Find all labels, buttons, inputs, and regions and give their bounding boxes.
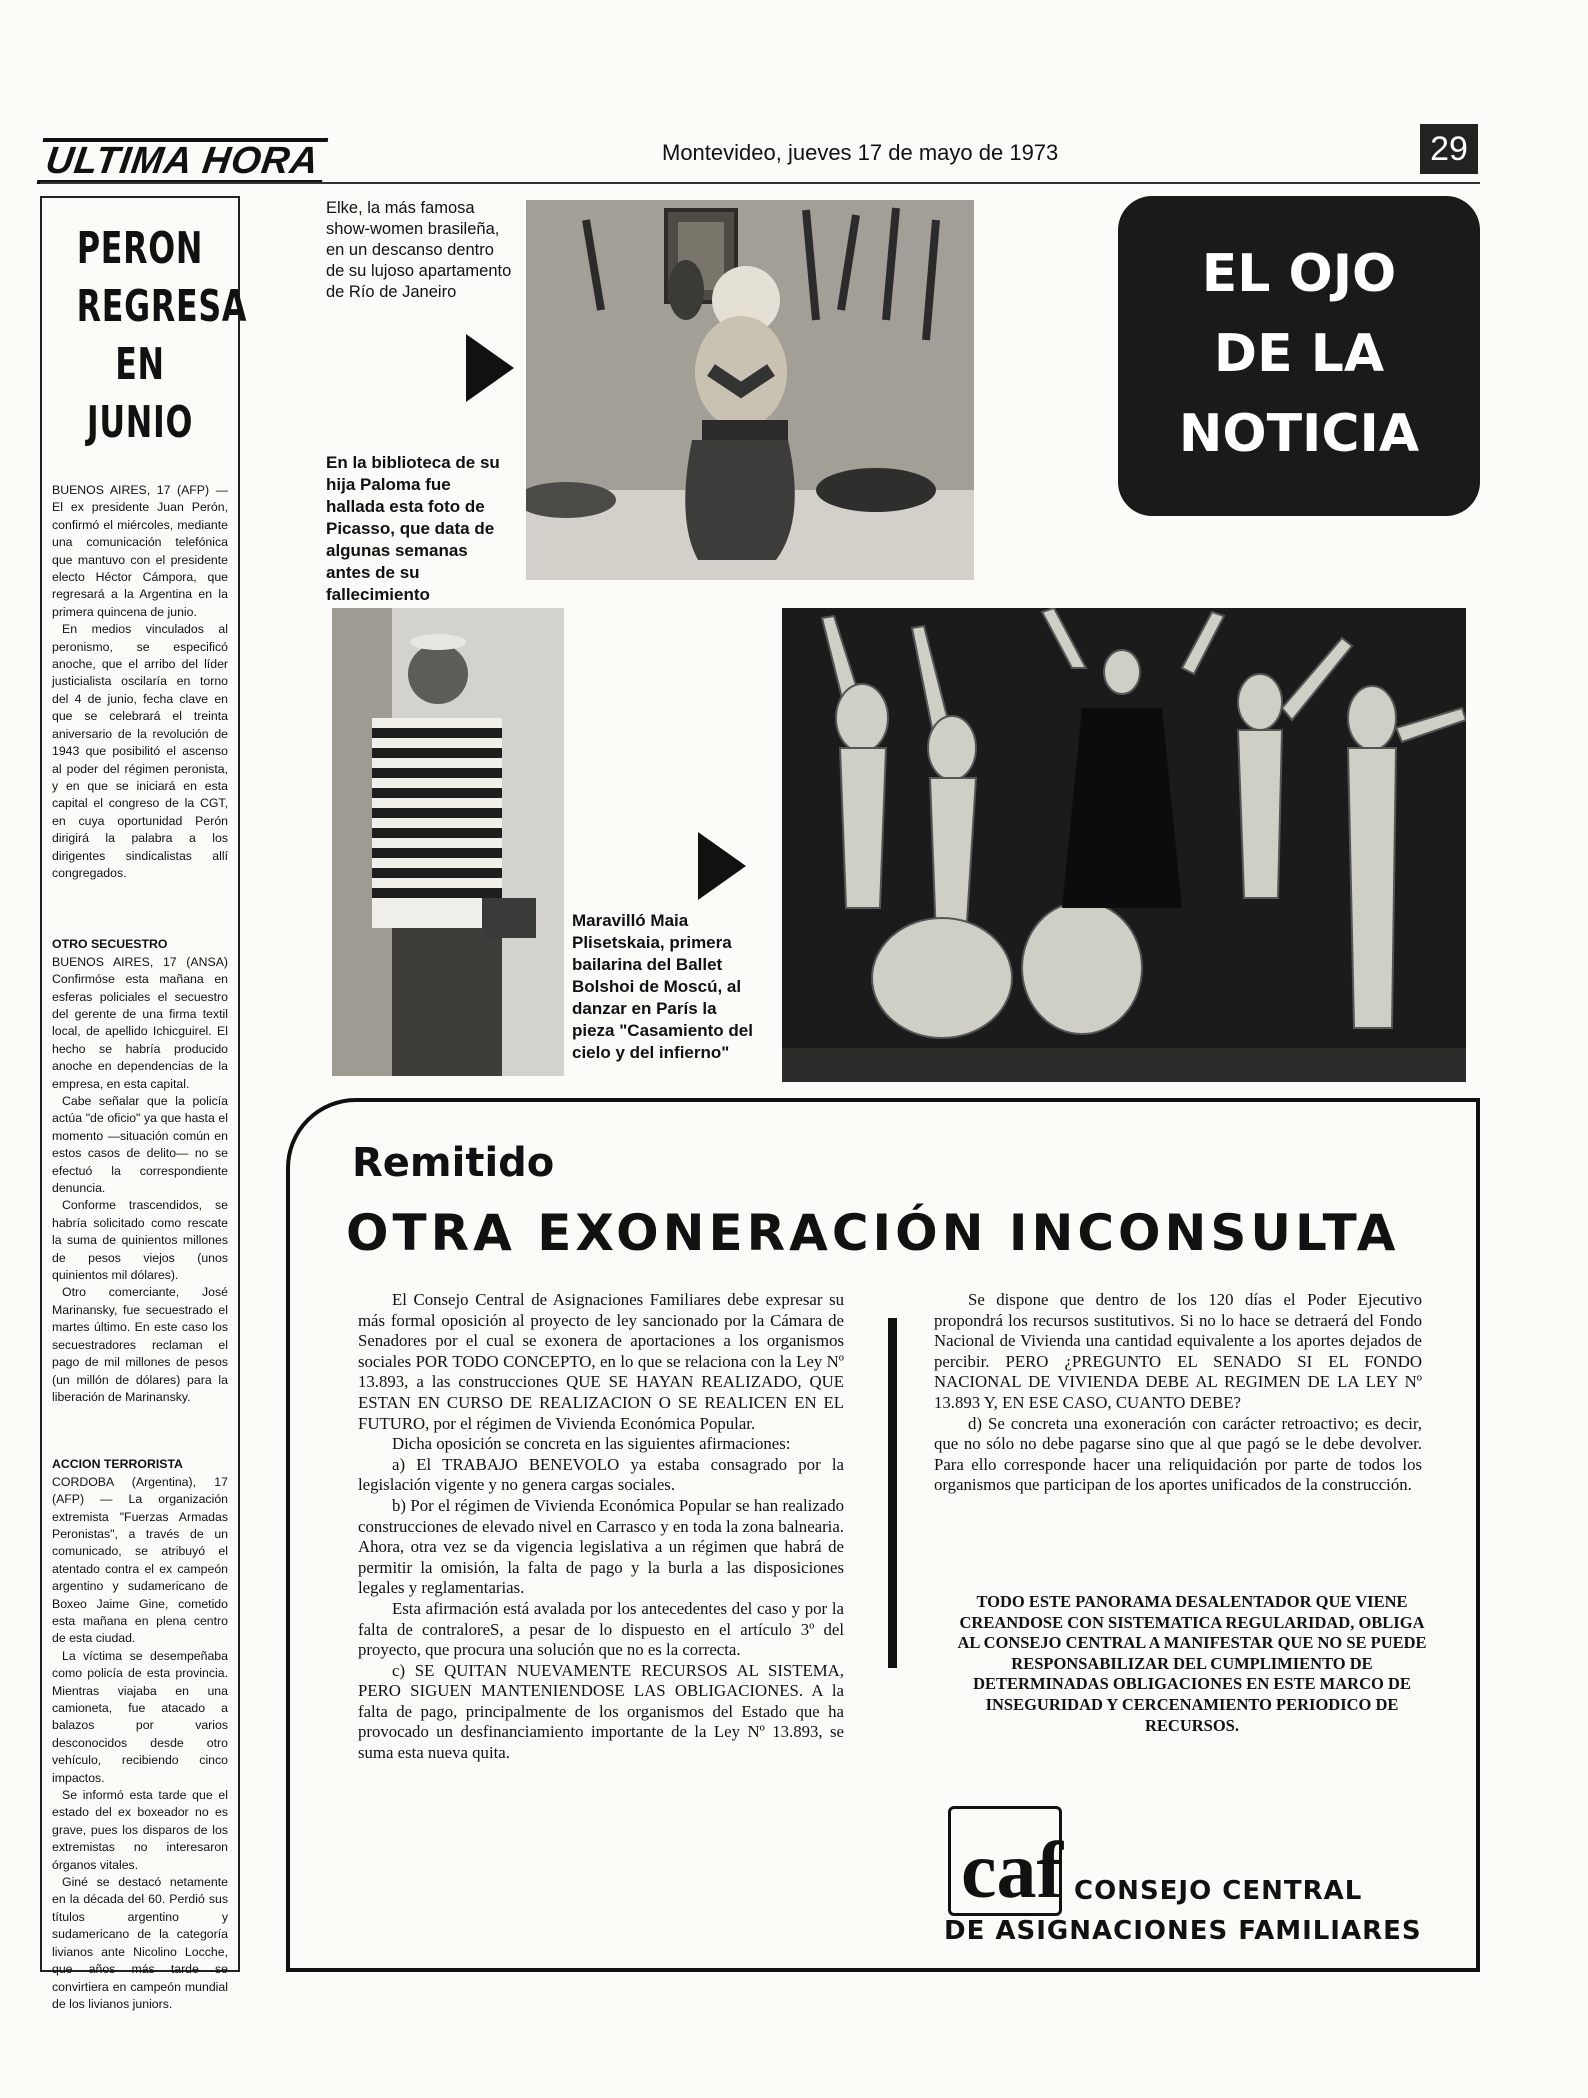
paragraph: BUENOS AIRES, 17 (AFP) — El ex presidente Juan Perón, confirmó el miércoles, mediante una comunicación telefónica que mantuvo con el presidente electo Héctor Cámpora, que regresará a la Argentina en la primera quincena de junio. xyxy=(52,483,228,619)
story-terrorista xyxy=(52,1456,228,2013)
badge-line: DE LA xyxy=(1213,324,1385,384)
paragraph: Esta afirmación está avalada por los antecedentes del caso y por la falta de contraloreS, a pesar de lo dispuesto en el artículo 3º del proyecto, que procura una solución que no es la correcta. xyxy=(358,1598,844,1660)
paragraph: Dicha oposición se concreta en las siguientes afirmaciones: xyxy=(392,1434,791,1454)
headline-line: REGRESA xyxy=(76,281,248,332)
column-divider xyxy=(888,1318,897,1668)
story-peron xyxy=(52,482,228,882)
paragraph: Se informó esta tarde que el estado del ex boxeador no es grave, pues los disparos de los extremistas no interesaron órganos vitales. xyxy=(52,1788,228,1872)
dateline: Montevideo, jueves 17 de mayo de 1973 xyxy=(662,140,1059,165)
story-heading: OTRO SECUESTRO xyxy=(52,937,168,952)
remitido-column-1 xyxy=(358,1290,844,1764)
remitido-headline: OTRA EXONERACIÓN INCONSULTA xyxy=(346,1204,1400,1262)
org-name-line-1: CONSEJO CENTRAL xyxy=(1074,1876,1363,1906)
story-heading: ACCION TERRORISTA xyxy=(52,1457,183,1472)
caption-elke: Elke, la más famosa show-women brasileña, en un descanso dentro de su lujoso apartamento de Río de Janeiro xyxy=(326,199,512,301)
pointer-arrow-icon xyxy=(698,832,746,900)
badge-line: NOTICIA xyxy=(1178,404,1420,464)
story-secuestro xyxy=(52,936,228,1406)
photo-ballet xyxy=(782,608,1466,1082)
striped-shirt xyxy=(372,718,502,928)
headline-line: PERON xyxy=(76,223,204,274)
paragraph: El Consejo Central de Asignaciones Familiares debe expresar su más formal oposición al proyecto de ley sancionado por la Cámara de Senadores por el cual se exonera de aportaciones a los organismos sociales POR TODO CONCEPTO, en lo que se relaciona con la Ley Nº 13.893, a las construcciones QUE SE HAYAN REALIZADO, QUE ESTAN EN CURSO DE REALIZACION O SE REALICEN EN EL FUTURO, por el régimen de Vivienda Económica Popular. xyxy=(358,1290,844,1433)
paragraph: En medios vinculados al peronismo, se especificó anoche, que el arribo del líder justicialista oscilaría en torno del 4 de junio, fecha clave en que se celebrará el treinta aniversario de la revolución de 1943 que posibilitó el ascenso al poder del régimen peronista, y en que se iniciará en esta capital el congreso de la CGT, en cuya oportunidad Perón dirigirá la palabra a los dirigentes sindicalistas allí congregados. xyxy=(52,622,228,880)
photo-picasso xyxy=(332,608,564,1076)
photo-ballet-illustration xyxy=(782,608,1466,1082)
caption-plisetskaia: Maravilló Maia Plisetskaia, primera bailarina del Ballet Bolshoi de Moscú, al danzar en París la pieza "Casamiento del cielo y del infierno" xyxy=(572,911,753,1062)
paragraph: c) SE QUITAN NUEVAMENTE RECURSOS AL SISTEMA, PERO SIGUEN MANTENIENDOSE LAS OBLIGACIONES. A la falta de pago, principalmente de los organismos del Estado que ha provocado un desfinanciamiento importante de la Ley Nº 13.893, se suma esta nueva quita. xyxy=(358,1660,844,1763)
caption-picasso: En la biblioteca de su hija Paloma fue hallada esta foto de Picasso, que data de algunas semanas antes de su fallecimiento xyxy=(326,453,500,604)
org-name-line-2: DE ASIGNACIONES FAMILIARES xyxy=(944,1916,1422,1946)
paragraph: Cabe señalar que la policía actúa "de oficio" ya que hasta el momento —situación común en estos casos de delito— no se efectuó la correspondiente denuncia. xyxy=(52,1094,228,1196)
paragraph: Giné se destacó netamente en la década del 60. Perdió sus títulos argentino y sudamericano de la categoría livianos ante Nicolino Locche, que años más tarde se convirtiera en campeón mundial de los livianos juniors. xyxy=(52,1875,228,2011)
caf-logo-letters: caf xyxy=(961,1827,1064,1915)
peron-headline xyxy=(76,220,248,452)
section-badge-ojo xyxy=(1118,196,1480,516)
remitido-closing: TODO ESTE PANORAMA DESALENTADOR QUE VIENE CREANDOSE CON SISTEMATICA REGULARIDAD, OBLIGA AL CONSEJO CENTRAL A MANIFESTAR QUE NO SE PUEDE RESPONSABILIZAR DEL CUMPLIMIENTO DE DETERMINADAS OBLIGACIONES EN ESTE MARCO DE INSEGURIDAD Y CERCENAMIENTO PERIODICO DE RECURSOS. xyxy=(957,1592,1427,1735)
headline-line: EN JUNIO xyxy=(86,339,194,448)
paragraph: BUENOS AIRES, 17 (ANSA) Confirmóse esta mañana en esferas policiales el secuestro del gerente de una firma textil local, de apellido Ichicguirel. El hecho se habría producido anoche en dependencias de la empresa, en esta capital. xyxy=(52,954,228,1091)
left-column xyxy=(40,196,248,2011)
paragraph: CORDOBA (Argentina), 17 (AFP) — La organización extremista "Fuerzas Armadas Peronistas", a través de un comunicado, se atribuyó el atentado contra el ex campeón argentino y sudamericano de Boxeo Jaime Gine, cometido esta mañana en plena centro de esta ciudad. xyxy=(52,1474,228,1646)
photo-elke xyxy=(526,200,974,580)
newspaper-logo: ULTIMA HORA xyxy=(37,138,328,184)
remitido-column-2 xyxy=(934,1290,1422,1496)
paragraph: d) Se concreta una exoneración con carácter retroactivo; es decir, que no sólo no debe pagarse sino que al que pagó se le debe devolver. Para ello corresponde hacer una reliquidación por parte de todos los organismos que participan de los aportes unificados de la construcción. xyxy=(934,1413,1422,1495)
masthead-rule xyxy=(40,182,1480,184)
photo-picasso-illustration xyxy=(332,608,564,1076)
paragraph: b) Por el régimen de Vivienda Económica Popular se han realizado construcciones de elevado nivel en Carrasco y en toda la zona balnearia. Ahora, otra vez se da vigencia legislativa a un régimen que habrá de permitir la omisión, la falta de pago y la burla a las disposiciones legales y reglamentarias. xyxy=(358,1495,844,1598)
masthead-logo xyxy=(40,138,412,182)
pointer-arrow-icon xyxy=(466,334,514,402)
caf-logo xyxy=(948,1806,1062,1916)
page-number: 29 xyxy=(1420,124,1478,174)
remitido-label: Remitido xyxy=(352,1140,555,1186)
paragraph: Se dispone que dentro de los 120 días el Poder Ejecutivo propondrá los recursos sustitutivos. Si no lo hace se detraerá del Fondo Nacional de Vivienda una cantidad equivalente a los aportes dejados de percibir. PERO ¿PREGUNTO EL SENADO SI EL FONDO NACIONAL DE VIVIENDA DEBE AL REGIMEN DE LA LEY Nº 13.893 Y, EN ESE CASO, CUANTO DEBE? xyxy=(934,1290,1422,1412)
paragraph: Conforme trascendidos, se habría solicitado como rescate la suma de quinientos millones de pesos viejos (unos quinientos mil dólares). xyxy=(52,1198,228,1283)
paragraph: a) El TRABAJO BENEVOLO ya estaba consagrado por la legislación vigente y no genera cargas sociales. xyxy=(358,1454,844,1495)
photo-elke-illustration xyxy=(526,200,974,580)
badge-line: EL OJO xyxy=(1201,244,1397,304)
paragraph: Otro comerciante, José Marinansky, fue secuestrado el martes último. En este caso los secuestradores reclaman el pago de mil millones de pesos (un millón de dólares) para la liberación de Marinansky. xyxy=(52,1285,228,1404)
paragraph: La víctima se desempeñaba como policía de esta provincia. Mientras viajaba en una camioneta, fue atacado a balazos por varios desconocidos desde otro vehículo, recibiendo cinco impactos. xyxy=(52,1648,228,1785)
